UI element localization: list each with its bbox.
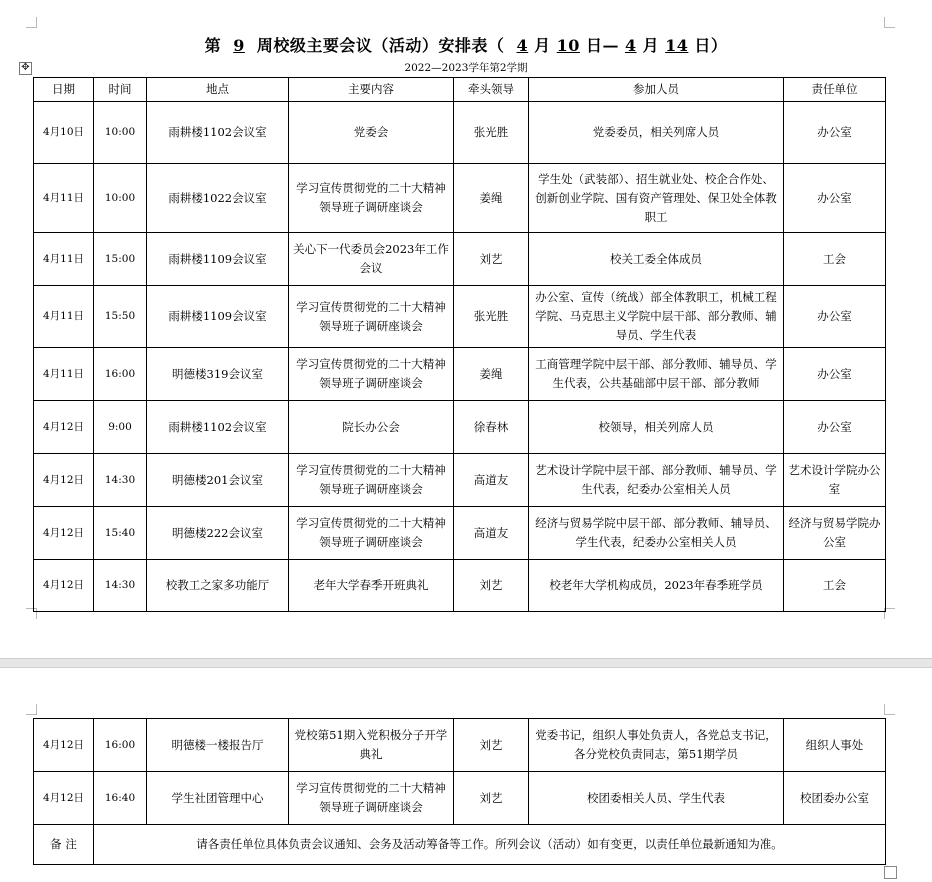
- title-month-char: 月: [642, 36, 660, 55]
- cell-place: 明德楼222会议室: [147, 507, 289, 560]
- cell-content: 关心下一代委员会2023年工作会议: [289, 233, 454, 286]
- cell-date: 4月11日: [34, 286, 94, 348]
- table-row: [34, 772, 886, 825]
- cell-date: 4月11日: [34, 348, 94, 401]
- cell-time: 14:30: [94, 454, 147, 507]
- cell-date: 4月12日: [34, 560, 94, 612]
- title-end-day: 14: [665, 36, 689, 55]
- cell-time: 10:00: [94, 102, 147, 164]
- cell-leader: 刘艺: [454, 772, 529, 825]
- cell-unit: 工会: [784, 560, 886, 612]
- table-row: [34, 348, 886, 401]
- cell-unit: 校团委办公室: [784, 772, 886, 825]
- cell-leader: 张光胜: [454, 286, 529, 348]
- title-end-month: 4: [624, 36, 637, 55]
- paragraph-end-mark: [884, 866, 897, 879]
- cell-content: 学习宣传贯彻党的二十大精神领导班子调研座谈会: [289, 286, 454, 348]
- cell-unit: 工会: [784, 233, 886, 286]
- cell-leader: 姜绳: [454, 164, 529, 233]
- cell-unit: 办公室: [784, 164, 886, 233]
- schedule-table: [33, 77, 886, 612]
- cell-attendees: 工商管理学院中层干部、部分教师、辅导员、学生代表，公共基础部中层干部、部分教师: [529, 348, 784, 401]
- semester-subtitle: 2022—2023学年第2学期: [404, 62, 528, 74]
- cell-attendees: 校关工委全体成员: [529, 233, 784, 286]
- header-leader: 牵头领导: [454, 78, 529, 102]
- header-date: 日期: [34, 78, 94, 102]
- cell-time: 15:50: [94, 286, 147, 348]
- cell-content: 老年大学春季开班典礼: [289, 560, 454, 612]
- cell-attendees: 校团委相关人员、学生代表: [529, 772, 784, 825]
- title-month-char: 月: [534, 36, 551, 55]
- cell-time: 16:00: [94, 348, 147, 401]
- title-prefix: 第: [204, 36, 222, 55]
- cell-time: 9:00: [94, 401, 147, 454]
- cell-attendees: 办公室、宣传（统战）部全体教职工，机械工程学院、马克思主义学院中层干部、部分教师、辅导员、学生代表: [529, 286, 784, 348]
- table-row: [34, 560, 886, 612]
- header-attendees: 参加人员: [529, 78, 784, 102]
- cell-attendees: 学生处（武装部）、招生就业处、校企合作处、创新创业学院、国有资产管理处、保卫处全体教职工: [529, 164, 784, 233]
- cell-date: 4月12日: [34, 719, 94, 772]
- cell-date: 4月12日: [34, 507, 94, 560]
- cell-date: 4月12日: [34, 454, 94, 507]
- cell-content: 党校第51期入党积极分子开学典礼: [289, 719, 454, 772]
- cell-attendees: 校老年大学机构成员，2023年春季班学员: [529, 560, 784, 612]
- title-suffix: 日）: [694, 36, 728, 55]
- remark-label: 备 注: [34, 825, 94, 865]
- cell-leader: 刘艺: [454, 233, 529, 286]
- cell-date: 4月11日: [34, 164, 94, 233]
- cell-time: 10:00: [94, 164, 147, 233]
- header-content: 主要内容: [289, 78, 454, 102]
- table-row: [34, 454, 886, 507]
- remark-text: 请各责任单位具体负责会议通知、会务及活动筹备等工作。所列会议（活动）如有变更，以责任单位最新通知为准。: [94, 825, 886, 865]
- cell-attendees: 校领导，相关列席人员: [529, 401, 784, 454]
- cell-place: 明德楼一楼报告厅: [147, 719, 289, 772]
- cell-place: 明德楼201会议室: [147, 454, 289, 507]
- cell-place: 雨耕楼1109会议室: [147, 233, 289, 286]
- cell-time: 15:40: [94, 507, 147, 560]
- cell-place: 雨耕楼1022会议室: [147, 164, 289, 233]
- cell-content: 学习宣传贯彻党的二十大精神领导班子调研座谈会: [289, 454, 454, 507]
- cell-content: 学习宣传贯彻党的二十大精神领导班子调研座谈会: [289, 507, 454, 560]
- remark-row: [34, 825, 886, 865]
- cell-time: 16:40: [94, 772, 147, 825]
- cell-unit: 艺术设计学院办公室: [784, 454, 886, 507]
- header-place: 地点: [147, 78, 289, 102]
- cell-leader: 张光胜: [454, 102, 529, 164]
- cell-time: 15:00: [94, 233, 147, 286]
- cell-leader: 姜绳: [454, 348, 529, 401]
- cell-time: 14:30: [94, 560, 147, 612]
- table-row: [34, 233, 886, 286]
- cell-unit: 办公室: [784, 286, 886, 348]
- cell-attendees: 艺术设计学院中层干部、部分教师、辅导员、学生代表，纪委办公室相关人员: [529, 454, 784, 507]
- cell-content: 党委会: [289, 102, 454, 164]
- cell-unit: 经济与贸易学院办公室: [784, 507, 886, 560]
- cell-place: 雨耕楼1102会议室: [147, 401, 289, 454]
- cell-leader: 刘艺: [454, 560, 529, 612]
- cell-attendees: 党委书记，组织人事处负责人，各党总支书记，各分党校负责同志，第51期学员: [529, 719, 784, 772]
- cell-content: 学习宣传贯彻党的二十大精神领导班子调研座谈会: [289, 164, 454, 233]
- cell-unit: 组织人事处: [784, 719, 886, 772]
- cell-content: 学习宣传贯彻党的二十大精神领导班子调研座谈会: [289, 348, 454, 401]
- table-row: [34, 401, 886, 454]
- table-row: [34, 507, 886, 560]
- cell-place: 校教工之家多功能厅: [147, 560, 289, 612]
- page-corner-mark: [26, 704, 37, 715]
- table-move-handle-icon[interactable]: ✥: [19, 62, 32, 75]
- cell-content: 院长办公会: [289, 401, 454, 454]
- cell-content: 学习宣传贯彻党的二十大精神领导班子调研座谈会: [289, 772, 454, 825]
- header-time: 时间: [94, 78, 147, 102]
- cell-leader: 刘艺: [454, 719, 529, 772]
- cell-leader: 高道友: [454, 454, 529, 507]
- table-row: [34, 102, 886, 164]
- table-row: [34, 164, 886, 233]
- page-corner-mark: [884, 17, 895, 28]
- title-start-day: 10: [556, 36, 580, 55]
- cell-attendees: 经济与贸易学院中层干部、部分教师、辅导员、学生代表，纪委办公室相关人员: [529, 507, 784, 560]
- page-separator: [0, 658, 932, 668]
- cell-unit: 办公室: [784, 401, 886, 454]
- cell-unit: 办公室: [784, 102, 886, 164]
- cell-place: 学生社团管理中心: [147, 772, 289, 825]
- cell-date: 4月12日: [34, 401, 94, 454]
- table-row: [34, 286, 886, 348]
- page-corner-mark: [884, 704, 895, 715]
- document-page-2: [0, 668, 932, 882]
- cell-leader: 徐春林: [454, 401, 529, 454]
- cell-place: 雨耕楼1109会议室: [147, 286, 289, 348]
- cell-date: 4月12日: [34, 772, 94, 825]
- header-unit: 责任单位: [784, 78, 886, 102]
- cell-leader: 高道友: [454, 507, 529, 560]
- cell-place: 明德楼319会议室: [147, 348, 289, 401]
- cell-date: 4月11日: [34, 233, 94, 286]
- cell-place: 雨耕楼1102会议室: [147, 102, 289, 164]
- schedule-table-continued: [33, 718, 886, 865]
- cell-attendees: 党委委员，相关列席人员: [529, 102, 784, 164]
- title-week-number: 9: [233, 36, 245, 55]
- table-header-row: [34, 78, 886, 102]
- cell-time: 16:00: [94, 719, 147, 772]
- title-start-month: 4: [516, 36, 529, 55]
- title-main: 周校级主要会议（活动）安排表（: [256, 36, 505, 55]
- document-title: [0, 33, 932, 56]
- table-row: [34, 719, 886, 772]
- title-mid: 日—: [585, 36, 619, 55]
- cell-unit: 办公室: [784, 348, 886, 401]
- page-corner-mark: [26, 17, 37, 28]
- cell-date: 4月10日: [34, 102, 94, 164]
